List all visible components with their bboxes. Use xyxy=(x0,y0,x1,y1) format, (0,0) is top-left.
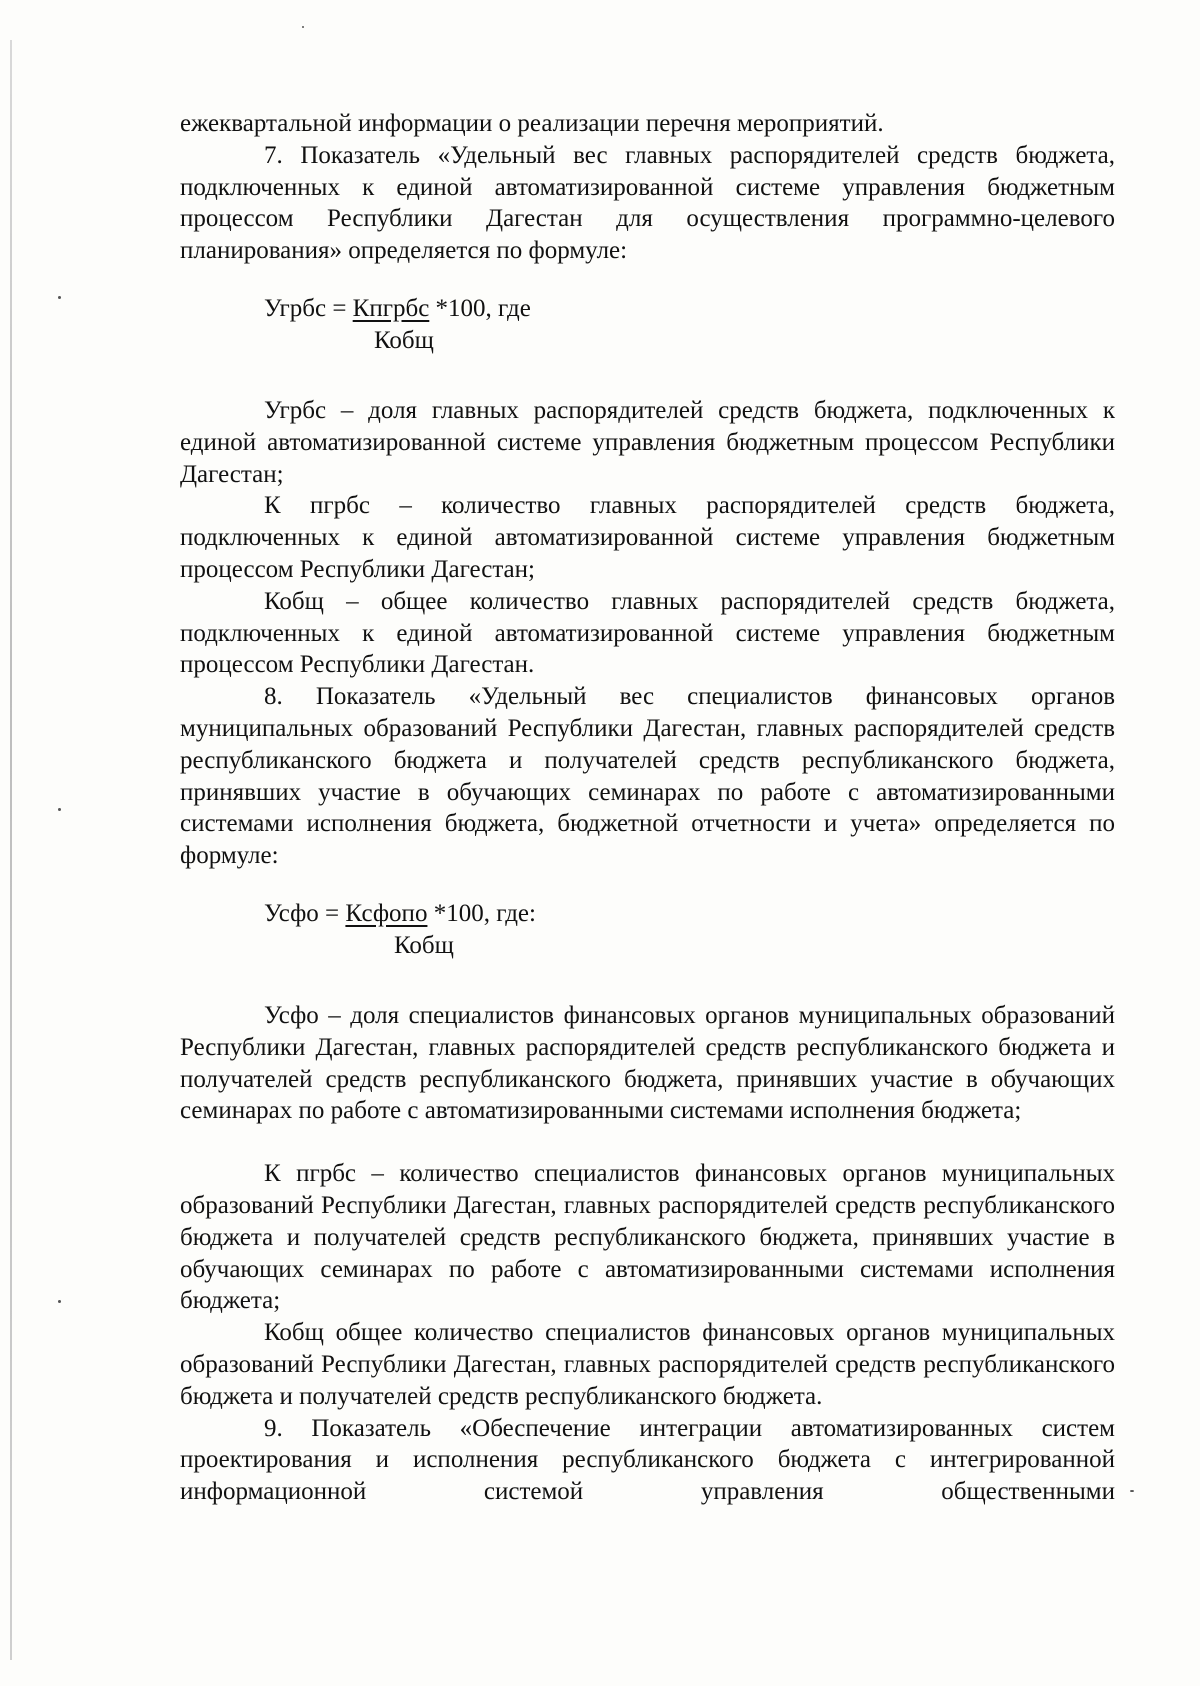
formula-lhs: Усфо = xyxy=(264,899,346,927)
definition-usfo: Усфо – доля специалистов финансовых органов муниципальных образований Республики Дагестан, главных распорядителей средств республиканского бюджета и получателей средств республиканского бюджета, принявших участие в обучающих семинарах по работе с автоматизированными системами исполнения бюджета; xyxy=(180,1001,1115,1125)
paragraph-continuation: ежеквартальной информации о реализации перечня мероприятий. xyxy=(180,110,884,137)
scan-speck xyxy=(58,1300,61,1303)
definition-kobsch-specialists: Кобщ общее количество специалистов финансовых органов муниципальных образований Республики Дагестан, главных распорядителей средств республиканского бюджета и получателей средств республиканского бюджета. xyxy=(180,1319,1115,1410)
scan-speck xyxy=(58,296,61,299)
definition-kpgrbs: К пгрбс – количество главных распорядителей средств бюджета, подключенных к единой автоматизированной системе управления бюджетным процессом Республики Дагестан; xyxy=(180,492,1115,583)
formula-lhs: Угрбс = xyxy=(264,294,353,322)
formula-rest: *100, где xyxy=(429,294,531,322)
formula-rest: *100, где: xyxy=(427,899,536,927)
scan-edge xyxy=(10,40,12,1660)
formula-denominator: Кобщ xyxy=(374,326,434,354)
scan-speck xyxy=(1130,1490,1134,1492)
formula-usfo xyxy=(180,898,1115,964)
definition-ugrbs: Угрбс – доля главных распорядителей средств бюджета, подключенных к единой автоматизированной системе управления бюджетным процессом Республики Дагестан; xyxy=(180,396,1115,488)
paragraph-indicator-8: 8. Показатель «Удельный вес специалистов финансовых органов муниципальных образований Республики Дагестан, главных распорядителей средств республиканского бюджета и получателей средств республиканского бюджета, принявших участие в обучающих семинарах по работе с автоматизированными системами исполнения бюджета, бюджетной отчетности и учета» определяется по формуле: xyxy=(180,683,1115,870)
document-body xyxy=(180,108,1115,1508)
paragraph-gap xyxy=(180,1127,1115,1158)
scan-speck xyxy=(58,808,61,811)
formula-ugrbs xyxy=(180,293,1115,359)
definition-kobsch: Кобщ – общее количество главных распорядителей средств бюджета, подключенных к единой автоматизированной системе управления бюджетным процессом Республики Дагестан. xyxy=(180,587,1115,679)
formula-numerator: Ксфопо xyxy=(345,899,428,927)
formula-denominator: Кобщ xyxy=(394,931,454,959)
scan-speck xyxy=(302,26,304,28)
paragraph-indicator-7: 7. Показатель «Удельный вес главных распорядителей средств бюджета, подключенных к единой автоматизированной системе управления бюджетным процессом Республики Дагестан для осуществления программно-целевого планирования» определяется по формуле: xyxy=(180,141,1115,265)
formula-numerator: Кпгрбс xyxy=(352,294,430,322)
definition-kpgrbs-specialists: К пгрбс – количество специалистов финансовых органов муниципальных образований Республики Дагестан, главных распорядителей средств республиканского бюджета и получателей средств республиканского бюджета, принявших участие в обучающих семинарах по работе с автоматизированными системами исполнения бюджета; xyxy=(180,1160,1115,1315)
paragraph-indicator-9: 9. Показатель «Обеспечение интеграции автоматизированных систем проектирования и исполнения республиканского бюджета с интегрированной информационной системой управления общественными xyxy=(180,1414,1115,1506)
